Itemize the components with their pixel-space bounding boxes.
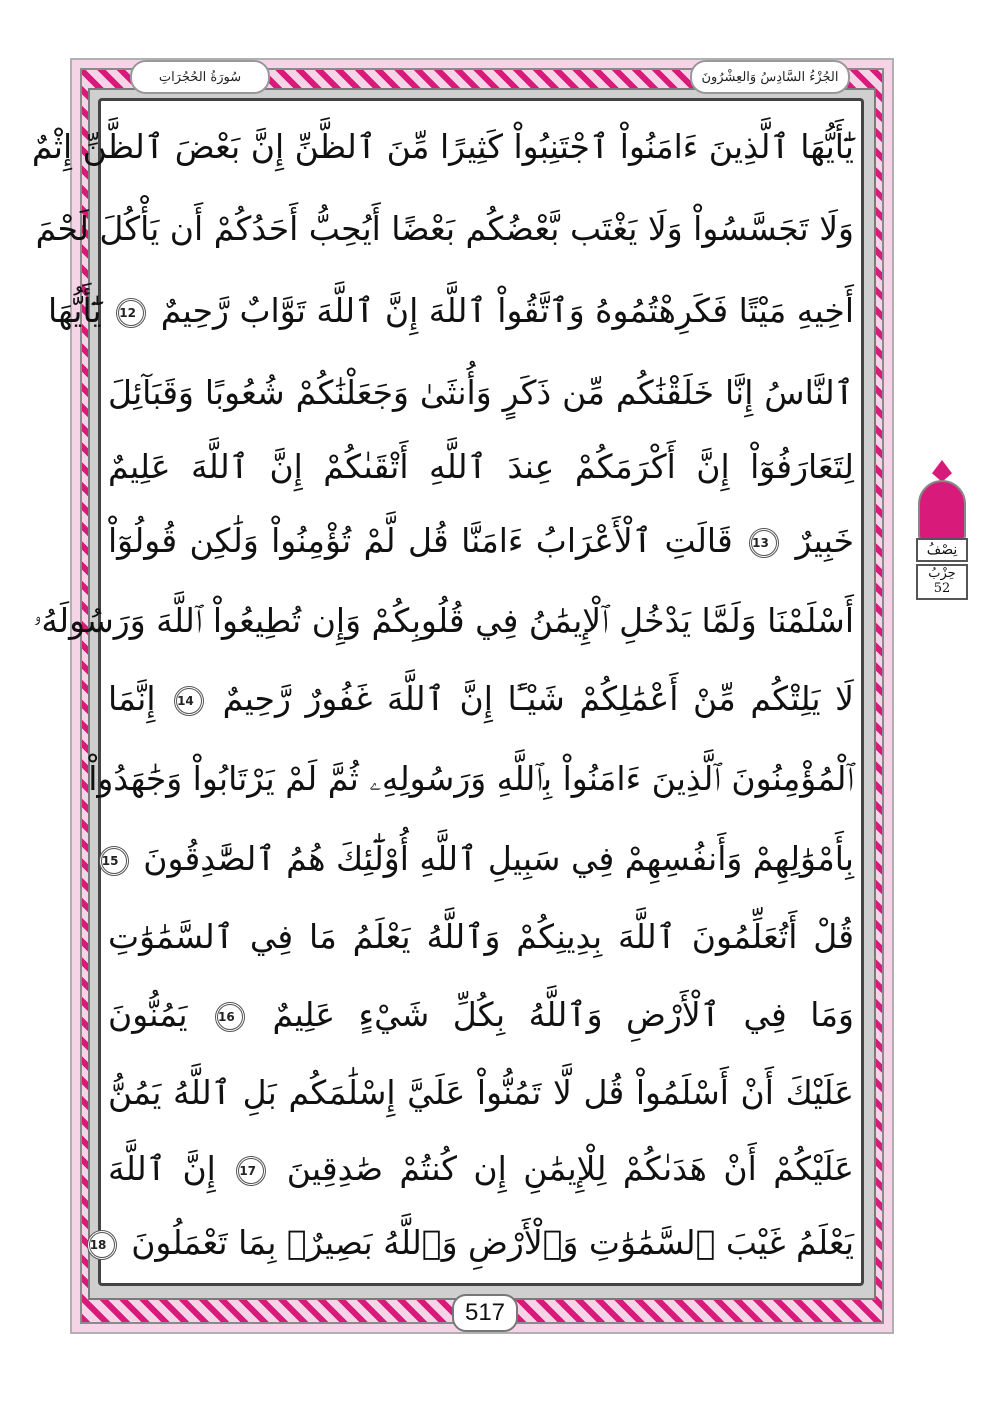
text-line	[88, 748, 854, 810]
text-line	[108, 436, 854, 498]
ayah-number-marker: 12	[116, 298, 146, 328]
line-text: إِنَّمَا	[108, 679, 156, 718]
line-text: بِأَمْوَٰلِهِمْ وَأَنفُسِهِمْ فِي سَبِيلِ ٱللَّهِ أُوْلَٰٓئِكَ هُمُ ٱلصَّٰدِقُونَ	[143, 839, 854, 878]
line-text: قَالَتِ ٱلْأَعْرَابُ ءَامَنَّا قُل لَّمْ تُؤْمِنُواْ وَلَٰكِن قُولُوٓاْ	[108, 521, 733, 560]
text-line	[108, 362, 854, 424]
text-line	[48, 280, 854, 342]
line-text: أَسْلَمْنَا وَلَمَّا يَدْخُلِ ٱلْإِيمَٰنُ فِي قُلُوبِكُمْ وَإِن تُطِيعُواْ ٱللَّهَ وَرَسُولَهُۥ	[33, 601, 854, 640]
line-text: إِنَّ ٱللَّهَ	[108, 1149, 216, 1188]
line-text: لَا يَلِتْكُم مِّنْ أَعْمَٰلِكُمْ شَيْـًٔا إِنَّ ٱللَّهَ غَفُورٌ رَّحِيمٌ	[222, 679, 854, 718]
line-text: لِتَعَارَفُوٓاْ إِنَّ أَكْرَمَكُمْ عِندَ ٱللَّهِ أَتْقَىٰكُمْ إِنَّ ٱللَّهَ عَلِيمٌ	[108, 447, 854, 486]
text-line	[33, 590, 854, 652]
hizb-number: 52	[933, 581, 951, 596]
hizb-label: حِزْبُ	[928, 566, 956, 581]
ayah-number-marker: 18	[87, 1230, 117, 1260]
marker-tip-ornament	[932, 460, 952, 482]
surah-name-cartouche	[130, 60, 270, 94]
line-text: عَلَيْكُمْ أَنْ هَدَىٰكُمْ لِلْإِيمَٰنِ إِن كُنتُمْ صَٰدِقِينَ	[286, 1149, 854, 1188]
hizb-box	[916, 564, 968, 600]
text-line	[108, 1138, 854, 1200]
line-text: عَلَيْكَ أَنْ أَسْلَمُواْ قُل لَّا تَمُنُّواْ عَلَيَّ إِسْلَٰمَكُم بَلِ ٱللَّهُ يَمُنُّ	[108, 1073, 854, 1112]
text-line	[31, 116, 854, 178]
line-text: يَمُنُّونَ	[108, 995, 188, 1034]
ayah-number-marker: 15	[99, 846, 129, 876]
line-text: يَعْلَمُ غَيْبَ ٱلسَّمَٰوَٰتِ وَٱلْأَرْضِ وَٱللَّهُ بَصِيرٌۢ بِمَا تَعْمَلُونَ	[131, 1223, 854, 1262]
ayah-number-marker: 13	[749, 528, 779, 558]
marker-dome-ornament	[918, 480, 966, 540]
line-text: ٱلنَّاسُ إِنَّا خَلَقْنَٰكُم مِّن ذَكَرٍ وَأُنثَىٰ وَجَعَلْنَٰكُمْ شُعُوبًا وَقَبَآئِلَ	[108, 373, 854, 412]
text-line	[108, 668, 854, 730]
line-text: أَخِيهِ مَيْتًا فَكَرِهْتُمُوهُ وَٱتَّقُواْ ٱللَّهَ إِنَّ ٱللَّهَ تَوَّابٌ رَّحِيمٌ	[160, 291, 854, 330]
text-line	[101, 828, 854, 890]
juz-name: الجُزْءُ السَّادِسُ وَالعِشْرُونَ	[701, 69, 839, 85]
page-number: 517	[452, 1294, 518, 1332]
text-line	[35, 198, 854, 260]
surah-name: سُورَةُ الحُجُرَاتِ	[158, 69, 242, 85]
hizb-marker	[914, 460, 970, 600]
text-line	[108, 984, 854, 1046]
text-line	[108, 1062, 854, 1124]
line-text: خَبِيرٌ	[795, 521, 854, 560]
text-line	[108, 906, 854, 968]
nisf-label: نِصْفُ	[916, 538, 968, 562]
text-line	[89, 1212, 854, 1274]
line-text: وَلَا تَجَسَّسُواْ وَلَا يَغْتَب بَّعْضُكُم بَعْضًا أَيُحِبُّ أَحَدُكُمْ أَن يَأْكُلَ لَحْمَ	[35, 209, 854, 248]
juz-name-cartouche	[690, 60, 850, 94]
line-text: وَمَا فِي ٱلْأَرْضِ وَٱللَّهُ بِكُلِّ شَيْءٍ عَلِيمٌ	[272, 995, 854, 1034]
ayah-number-marker: 17	[236, 1156, 266, 1186]
ayah-number-marker: 14	[174, 686, 204, 716]
line-text: يَٰٓأَيُّهَا	[48, 291, 102, 330]
ayah-number-marker: 16	[215, 1002, 245, 1032]
line-text: ٱلْمُؤْمِنُونَ ٱلَّذِينَ ءَامَنُواْ بِٱللَّهِ وَرَسُولِهِۦ ثُمَّ لَمْ يَرْتَابُواْ وَجَٰهَدُواْ	[88, 759, 854, 798]
text-line	[108, 510, 854, 572]
line-text: يَٰٓأَيُّهَا ٱلَّذِينَ ءَامَنُواْ ٱجْتَنِبُواْ كَثِيرًا مِّنَ ٱلظَّنِّ إِنَّ بَعْضَ ٱلظَّنِّ إِثْمٌ	[31, 127, 854, 166]
line-text: قُلْ أَتُعَلِّمُونَ ٱللَّهَ بِدِينِكُمْ وَٱللَّهُ يَعْلَمُ مَا فِي ٱلسَّمَٰوَٰتِ	[108, 917, 854, 956]
